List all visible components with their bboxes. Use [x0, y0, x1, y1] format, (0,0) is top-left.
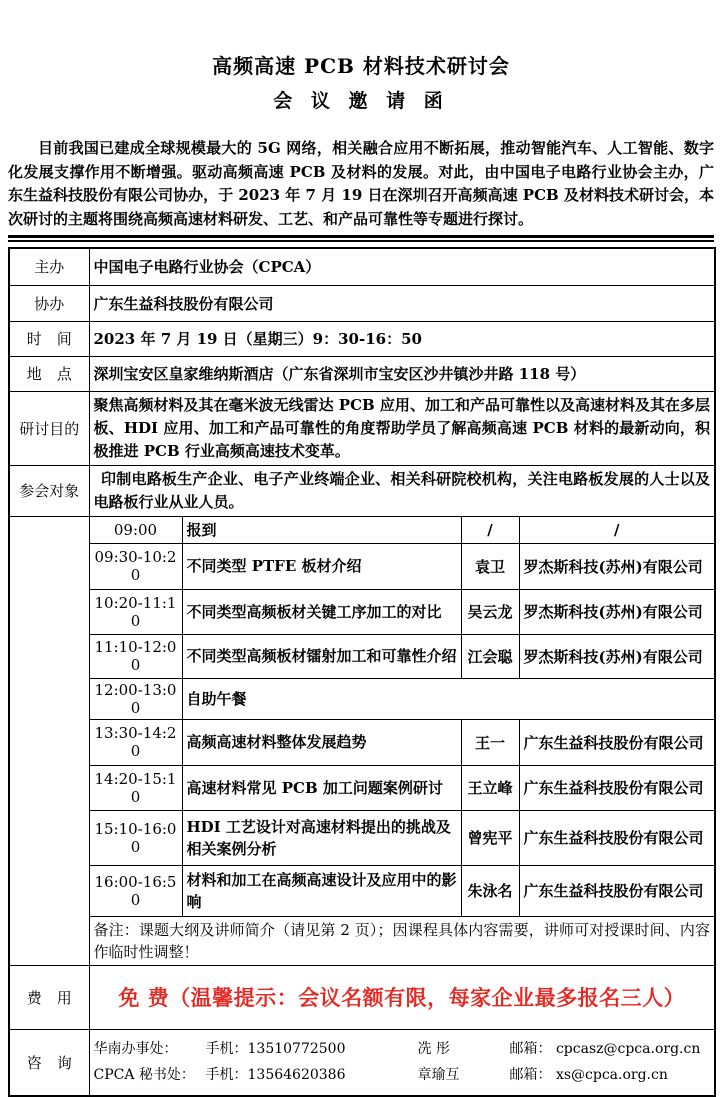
schedule-speaker-cell: 王立峰 [461, 765, 519, 810]
fee-text: 免 费（温馨提示：会议名额有限，每家企业最多报名三人） [118, 985, 686, 1010]
time-label: 时 间 [9, 321, 89, 356]
schedule-speaker-cell: 吴云龙 [461, 589, 519, 634]
schedule-speaker-cell: 袁卫 [461, 543, 519, 589]
schedule-note: 备注：课题大纲及讲师简介（请见第 2 页）；因课程具体内容需要，讲师可对授课时间、内容作临时性调整！ [89, 916, 715, 965]
schedule-note-row [9, 916, 715, 965]
schedule-topic-cell: 不同类型 PTFE 板材介绍 [182, 543, 461, 589]
schedule-row-3 [9, 634, 715, 678]
schedule-row-lunch [9, 678, 715, 719]
schedule-company-cell: 罗杰斯科技(苏州)有限公司 [519, 543, 715, 589]
audience-text: 印制电路板生产企业、电子产业终端企业、相关科研院校机构，关注电路板发展的人士以及电路板行业从业人员。 [93, 469, 711, 511]
contact-phone-label: 手机： [205, 1041, 248, 1058]
schedule-time-cell: 09:00 [89, 516, 182, 543]
schedule-row-6 [9, 765, 715, 810]
schedule-time-cell: 16:00-16:50 [89, 865, 182, 916]
contact-office-name: CPCA 秘书处： [93, 1067, 195, 1084]
table-row-time [9, 321, 715, 356]
schedule-time-cell: 15:10-16:00 [89, 810, 182, 865]
contact-email-value: cpcasz@cpca.org.cn [555, 1041, 701, 1058]
host-value: 中国电子电路行业协会（CPCA） [89, 248, 715, 285]
schedule-time-cell: 13:30-14:20 [89, 719, 182, 765]
intro-paragraph: 目前我国已建成全球规模最大的 5G 网络，相关融合应用不断拓展，推动智能汽车、人工智能、数字化发展支撑作用不断增强。驱动高频高速 PCB 及材料的发展。对此，由中国电子电路行业协会主办，广东生益科技股份有限公司协办，于 2023 年 7 月 19 日在深圳召开高频高速 PCB 及材料技术研讨会，本次研讨的主题将围绕高频高速材料研发、工艺、和产品可靠性等专题进行探讨。 [8, 139, 714, 228]
contact-office-name: 华南办事处： [93, 1041, 178, 1058]
contact-email-value: xs@cpca.org.cn [555, 1067, 668, 1084]
schedule-time-cell: 11:10-12:00 [89, 634, 182, 678]
schedule-topic-cell: 不同类型高频板材关键工序加工的对比 [182, 589, 461, 634]
cohost-value: 广东生益科技股份有限公司 [89, 285, 715, 321]
contact-person-name: 冼 彤 [417, 1041, 450, 1058]
schedule-speaker-cell: 曾宪平 [461, 810, 519, 865]
contact-phone-number: 13510772500 [247, 1041, 346, 1058]
schedule-row-5 [9, 719, 715, 765]
contact-email [510, 1062, 711, 1088]
contact-label: 咨 询 [9, 1029, 89, 1096]
schedule-left-spacer-cell [9, 516, 89, 965]
table-row-audience [9, 465, 715, 516]
schedule-time-cell: 09:30-10:20 [89, 543, 182, 589]
contact-email [510, 1036, 711, 1062]
audience-value [89, 465, 715, 516]
host-label: 主办 [9, 248, 89, 285]
time-value: 2023 年 7 月 19 日（星期三）9：30-16：50 [89, 321, 715, 356]
schedule-company-cell: 罗杰斯科技(苏州)有限公司 [519, 589, 715, 634]
contact-email-label: 邮箱： [509, 1067, 552, 1084]
table-row-contact [9, 1029, 715, 1096]
schedule-speaker-cell: 朱泳名 [461, 865, 519, 916]
double-rule-divider [8, 235, 714, 242]
schedule-time-cell: 14:20-15:10 [89, 765, 182, 810]
fee-label: 费 用 [9, 965, 89, 1029]
audience-label: 参会对象 [9, 465, 89, 516]
location-value: 深圳宝安区皇家维纳斯酒店（广东省深圳市宝安区沙井镇沙井路 118 号） [89, 356, 715, 391]
schedule-time-cell: 12:00-13:00 [89, 678, 182, 719]
schedule-lunch-cell: 自助午餐 [182, 678, 715, 719]
schedule-row-2 [9, 589, 715, 634]
cohost-label: 协办 [9, 285, 89, 321]
schedule-speaker-cell: / [461, 516, 519, 543]
schedule-topic-cell: HDI 工艺设计对高速材料提出的挑战及相关案例分析 [182, 810, 461, 865]
schedule-topic-cell: 材料和加工在高频高速设计及应用中的影响 [182, 865, 461, 916]
schedule-row-1 [9, 543, 715, 589]
table-row-cohost [9, 285, 715, 321]
purpose-label: 研讨目的 [9, 391, 89, 465]
page-title: 高频高速 PCB 材料技术研讨会 [212, 54, 510, 78]
schedule-time-cell: 10:20-11:10 [89, 589, 182, 634]
schedule-company-cell: 广东生益科技股份有限公司 [519, 810, 715, 865]
schedule-topic-cell: 报到 [182, 516, 461, 543]
schedule-row-registration [9, 516, 715, 543]
schedule-row-7 [9, 810, 715, 865]
contact-person-name: 章瑜互 [417, 1067, 460, 1084]
page-subtitle: 会 议 邀 请 函 [273, 90, 449, 112]
location-label: 地 点 [9, 356, 89, 391]
contact-line-south-china [94, 1036, 711, 1062]
schedule-speaker-cell: 王一 [461, 719, 519, 765]
contact-line-secretariat [94, 1062, 711, 1088]
schedule-company-cell: 广东生益科技股份有限公司 [519, 765, 715, 810]
schedule-company-cell: 广东生益科技股份有限公司 [519, 865, 715, 916]
schedule-topic-cell: 高频高速材料整体发展趋势 [182, 719, 461, 765]
contact-email-label: 邮箱： [509, 1041, 552, 1058]
contact-cell [89, 1029, 715, 1096]
table-row-host [9, 248, 715, 285]
fee-cell [89, 965, 715, 1029]
table-row-fee [9, 965, 715, 1029]
contact-phone-label: 手机： [205, 1067, 248, 1084]
schedule-topic-cell: 不同类型高频板材镭射加工和可靠性介绍 [182, 634, 461, 678]
schedule-company-cell: / [519, 516, 715, 543]
schedule-speaker-cell: 江会聪 [461, 634, 519, 678]
schedule-row-8 [9, 865, 715, 916]
table-row-purpose [9, 391, 715, 465]
schedule-company-cell: 广东生益科技股份有限公司 [519, 719, 715, 765]
purpose-value: 聚焦高频材料及其在毫米波无线雷达 PCB 应用、加工和产品可靠性以及高速材料及其在多层板、HDI 应用、加工和产品可靠性的角度帮助学员了解高频高速 PCB 材料的最新动向，积极推进 PCB 行业高频高速技术变革。 [89, 391, 715, 465]
contact-phone [206, 1036, 418, 1062]
schedule-topic-cell: 高速材料常见 PCB 加工问题案例研讨 [182, 765, 461, 810]
schedule-company-cell: 罗杰斯科技(苏州)有限公司 [519, 634, 715, 678]
contact-phone-number: 13564620386 [247, 1067, 346, 1084]
invitation-table [8, 247, 716, 1097]
table-row-location [9, 356, 715, 391]
contact-phone [206, 1062, 418, 1088]
